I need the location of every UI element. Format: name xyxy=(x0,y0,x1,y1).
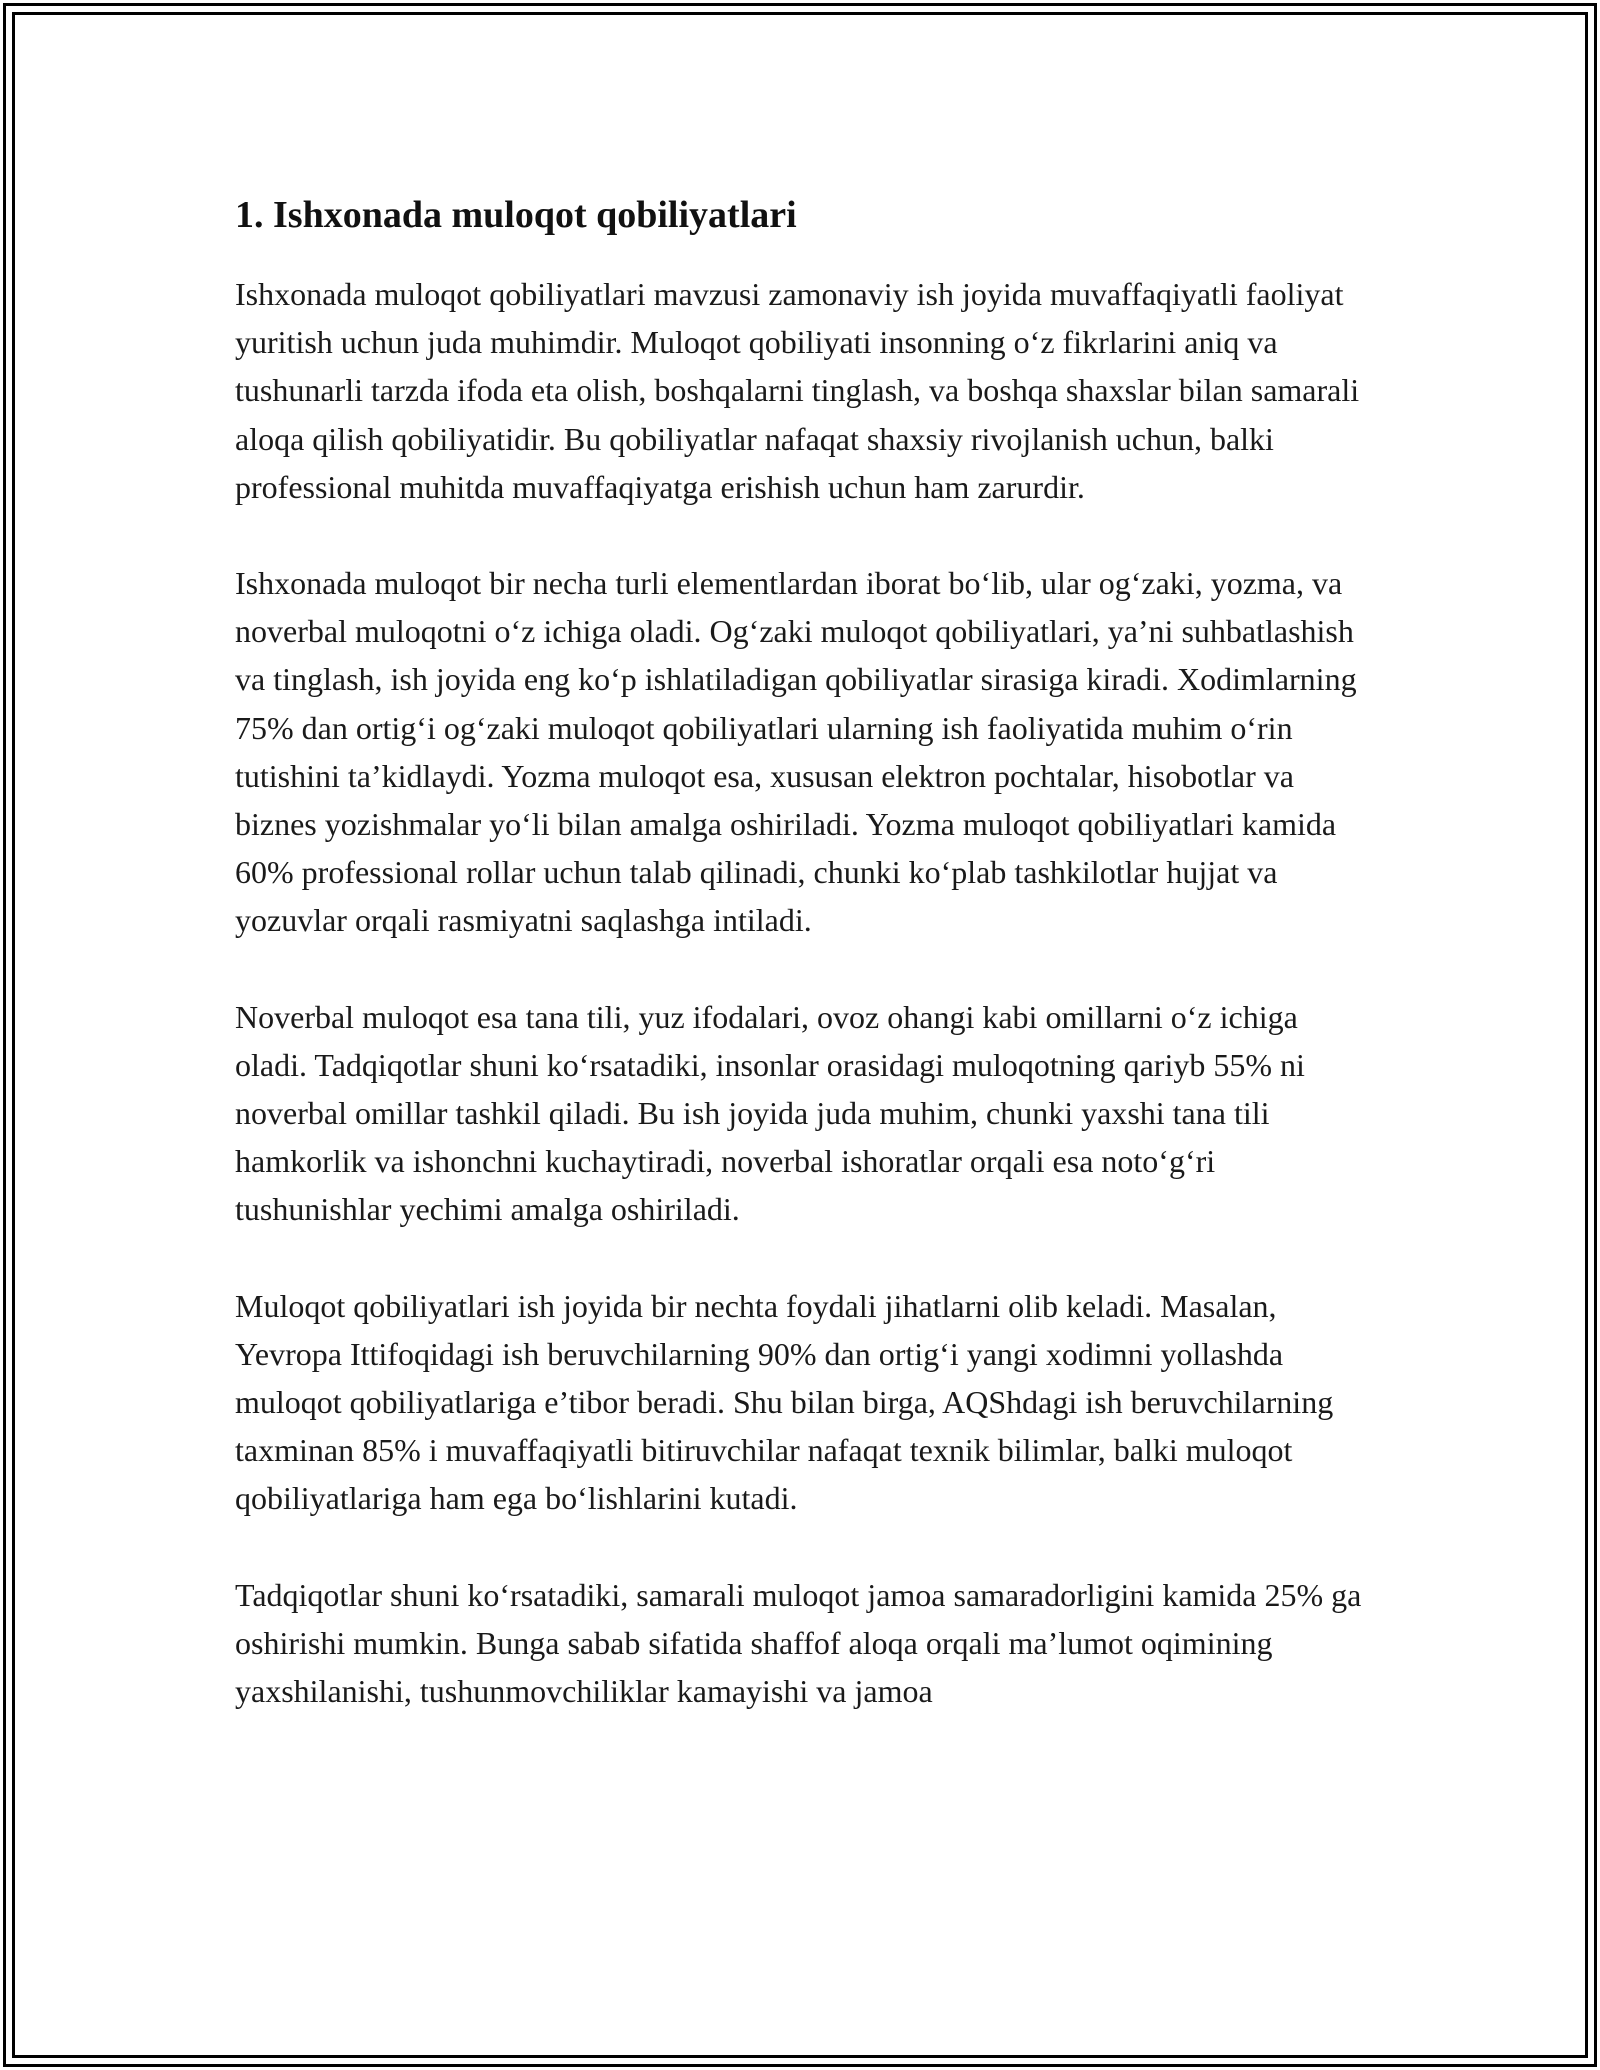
document-body xyxy=(235,190,1370,1715)
paragraph-3: Noverbal muloqot esa tana tili, yuz ifodalari, ovoz ohangi kabi omillarni o‘z ichiga oladi. Tadqiqotlar shuni ko‘rsatadiki, insonlar orasidagi muloqotning qariyb 55% ni noverbal omillar tashkil qiladi. Bu ish joyida juda muhim, chunki yaxshi tana tili hamkorlik va ishonchni kuchaytiradi, noverbal ishoratlar orqali esa noto‘g‘ri tushunishlar yechimi amalga oshiriladi. xyxy=(235,998,1305,1228)
paragraph-1: Ishxonada muloqot qobiliyatlari mavzusi zamonaviy ish joyida muvaffaqiyatli faoliyat yuritish uchun juda muhimdir. Muloqot qobiliyati insonning o‘z fikrlarini aniq va tushunarli tarzda ifoda eta olish, boshqalarni tinglash, va boshqa shaxslar bilan samarali aloqa qilish qobiliyatidir. Bu qobiliyatlar nafaqat shaxsiy rivojlanish uchun, balki professional muhitda muvaffaqiyatga erishish uchun ham zarurdir. xyxy=(235,276,1360,505)
section-heading: 1. Ishxonada muloqot qobiliyatlari xyxy=(235,194,797,236)
paragraph-4: Muloqot qobiliyatlari ish joyida bir nechta foydali jihatlarni olib keladi. Masalan, Yevropa Ittifoqidagi ish beruvchilarning 90% dan ortig‘i yangi xodimni yollashda muloqot qobiliyatlariga e’tibor beradi. Shu bilan birga, AQShdagi ish beruvchilarning taxminan 85% i muvaffaqiyatli bitiruvchilar nafaqat texnik bilimlar, balki muloqot qobiliyatlariga ham ega bo‘lishlarini kutadi. xyxy=(235,1287,1334,1517)
paragraph-2: Ishxonada muloqot bir necha turli elementlardan iborat bo‘lib, ular og‘zaki, yozma, va noverbal muloqotni o‘z ichiga oladi. Og‘zaki muloqot qobiliyatlari, ya’ni suhbatlashish va tinglash, ish joyida eng ko‘p ishlatiladigan qobiliyatlar sirasiga kiradi. Xodimlarning 75% dan ortig‘i og‘zaki muloqot qobiliyatlari ularning ish faoliyatida muhim o‘rin tutishini ta’kidlaydi. Yozma muloqot esa, xususan elektron pochtalar, hisobotlar va biznes yozishmalar yo‘li bilan amalga oshiriladi. Yozma muloqot qobiliyatlari kamida 60% professional rollar uchun talab qilinadi, chunki ko‘plab tashkilotlar hujjat va yozuvlar orqali rasmiyatni saqlashga intiladi. xyxy=(235,565,1357,939)
paragraph-5: Tadqiqotlar shuni ko‘rsatadiki, samarali muloqot jamoa samaradorligini kamida 25% ga oshirishi mumkin. Bunga sabab sifatida shaffof aloqa orqali ma’lumot oqimining yaxshilanishi, tushunmovchiliklar kamayishi va jamoa xyxy=(235,1576,1362,1710)
